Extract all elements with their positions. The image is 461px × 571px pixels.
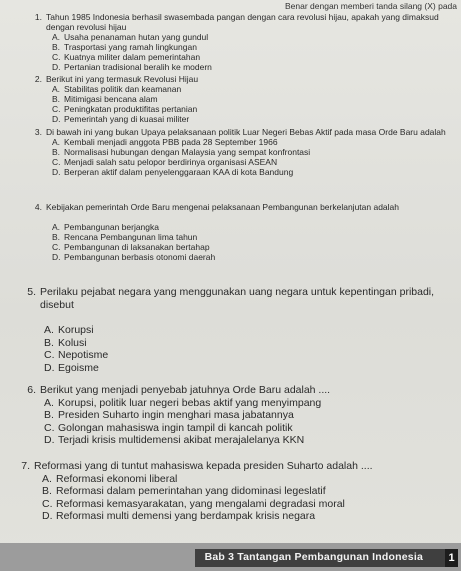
option-c[interactable]: C. Golongan mahasiswa ingin tampil di kancah politik <box>44 421 293 434</box>
option-b[interactable]: B. Trasportasi yang ramah lingkungan <box>52 42 197 52</box>
question-7: 7. Reformasi yang di tuntut mahasiswa kepada presiden Suharto adalah .... A. Reformasi ekonomi liberal B. Reformasi dalam pemerintahan yang didominasi legeslatif C. Reformasi kemasyarakatan, yang mengalami degradasi moral D. Reformasi multi demensi yang berdampak krisis negara <box>16 460 457 523</box>
question-text: Tahun 1985 Indonesia berhasil swasembada pangan dengan cara revolusi hijau, apakah yang dimaksud dengan revolusi hijau <box>46 12 439 32</box>
option-d[interactable]: D. Egoisme <box>44 361 99 374</box>
option-c[interactable]: C. Nepotisme <box>44 349 109 361</box>
option-c[interactable]: C. Kuatnya militer dalam pemerintahan <box>52 52 201 62</box>
question-6: 6. Berikut yang menjadi penyebab jatuhnya Orde Baru adalah .... A. Korupsi, politik luar negeri bebas aktif yang menyimpang B. Presiden Suharto ingin menghari masa jabatannya C. Golongan mahasiswa ingin tampil di kancah politik D. Terjadi krisis multidemensi akibat merajalelanya KKN <box>22 384 457 447</box>
option-a[interactable]: A. Usaha penanaman hutan yang gundul <box>52 32 209 42</box>
option-c[interactable]: C. Menjadi salah satu pelopor berdirinya organisasi ASEAN <box>52 157 278 167</box>
option-a[interactable]: A. Kembali menjadi anggota PBB pada 28 September 1966 <box>52 137 278 147</box>
option-d[interactable]: D. Reformasi multi demensi yang berdampak krisis negara <box>42 510 316 522</box>
option-b[interactable]: B. Kolusi <box>44 336 87 349</box>
option-d[interactable]: D. Pertanian tradisional beralih ke modern <box>52 62 212 72</box>
question-3: 3. Di bawah ini yang bukan Upaya pelaksanaan politik Luar Negeri Bebas Aktif pada masa Orde Baru adalah A. Kembali menjadi anggota PBB pada 28 September 1966 B. Normalisasi hubungan dengan Malaysia yang sempat konfrontasi C. Menjadi salah satu pelopor berdirinya organisasi ASEAN D. Berperan aktif dalam penyelenggaraan KAA di kota Bandung <box>30 127 455 177</box>
question-5: 5. Perilaku pejabat negara yang menggunakan uang negara untuk kepentingan pribadi, disebut A. Korupsi B. Kolusi C. Nepotisme D. Egoisme <box>22 286 459 374</box>
question-4: 4. Kebijakan pemerintah Orde Baru mengenai pelaksanaan Pembangunan berkelanjutan adalah A. Pembangunan berjangka B. Rencana Pembangunan lima tahun C. Pembangunan di laksanakan bertahap D. Pembangunan berbasis otonomi daerah <box>30 202 457 262</box>
chapter-title: Bab 3 Tantangan Pembangunan Indonesia <box>195 549 449 567</box>
option-a[interactable]: A. Pembangunan berjangka <box>52 222 159 232</box>
question-1 <box>30 12 453 72</box>
option-d[interactable]: D. Pemerintah yang di kuasai militer <box>52 114 190 124</box>
option-b[interactable]: B. Reformasi dalam pemerintahan yang didominasi legeslatif <box>42 485 326 497</box>
option-b[interactable]: B. Presiden Suharto ingin menghari masa jabatannya <box>44 409 294 421</box>
page-footer <box>0 543 461 571</box>
question-number: 1. <box>34 12 42 22</box>
option-b[interactable]: B. Normalisasi hubungan dengan Malaysia yang sempat konfrontasi <box>52 147 311 157</box>
option-c[interactable]: C. Reformasi kemasyarakatan, yang mengalami degradasi moral <box>42 497 345 510</box>
option-a[interactable]: A. Korupsi <box>44 324 94 336</box>
instruction-text: Benar dengan memberi tanda silang (X) pada <box>285 1 457 11</box>
option-c[interactable]: C. Pembangunan di laksanakan bertahap <box>52 242 210 252</box>
option-d[interactable]: D. Terjadi krisis multidemensi akibat merajalelanya KKN <box>44 434 305 446</box>
option-b[interactable]: B. Mitimigasi bencana alam <box>52 94 158 104</box>
question-2: 2. Berikut ini yang termasuk Revolusi Hijau A. Stabilitas politik dan keamanan B. Mitimigasi bencana alam C. Peningkatan produktifitas pertanian D. Pemerintah yang di kuasai militer <box>30 74 453 124</box>
page-number: 1 <box>445 549 458 567</box>
option-a[interactable]: A. Korupsi, politik luar negeri bebas aktif yang menyimpang <box>44 396 322 409</box>
option-d[interactable]: D. Berperan aktif dalam penyelenggaraan KAA di kota Bandung <box>52 167 294 177</box>
option-d[interactable]: D. Pembangunan berbasis otonomi daerah <box>52 252 216 262</box>
option-c[interactable]: C. Peningkatan produktifitas pertanian <box>52 104 198 114</box>
option-b[interactable]: B. Rencana Pembangunan lima tahun <box>52 232 198 242</box>
option-a[interactable]: A. Reformasi ekonomi liberal <box>42 472 178 485</box>
option-a[interactable]: A. Stabilitas politik dan keamanan <box>52 84 182 94</box>
